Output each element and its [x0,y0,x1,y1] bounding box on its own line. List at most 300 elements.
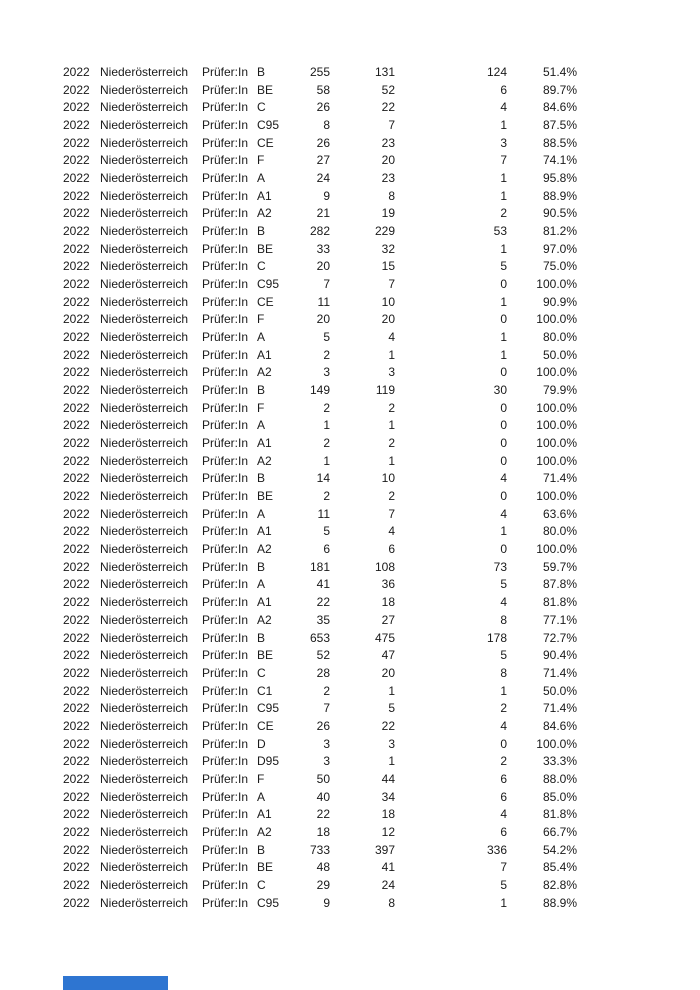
cell-examiner: Prüfer:In [202,330,249,345]
cell-total: 52 [316,648,330,663]
table-row [63,470,577,488]
cell-examiner: Prüfer:In [202,595,249,610]
cell-total: 20 [316,259,330,274]
cell-examiner: Prüfer:In [202,365,249,380]
cell-region: Niederösterreich [100,771,189,786]
table-row [63,859,577,877]
cell-region: Niederösterreich [100,577,189,592]
cell-year: 2022 [63,347,90,362]
cell-region: Niederösterreich [100,347,189,362]
cell-year: 2022 [63,153,90,168]
cell-license_class: CE [257,135,274,150]
cell-pass_rate: 82.8% [542,877,577,892]
cell-license_class: F [257,771,265,786]
cell-region: Niederösterreich [100,595,189,610]
cell-passed: 475 [374,630,395,645]
cell-license_class: B [257,383,266,398]
cell-passed: 4 [388,330,395,345]
cell-region: Niederösterreich [100,506,189,521]
cell-license_class: A [257,506,266,521]
cell-failed: 4 [500,100,507,115]
cell-failed: 178 [486,630,507,645]
table-row [63,753,577,771]
cell-year: 2022 [63,701,90,716]
cell-passed: 47 [381,648,395,663]
cell-passed: 12 [381,824,395,839]
table-row [63,559,577,577]
table-row [63,205,577,223]
cell-passed: 397 [374,842,395,857]
cell-pass_rate: 88.0% [542,771,577,786]
cell-examiner: Prüfer:In [202,241,249,256]
cell-license_class: A1 [257,188,272,203]
cell-total: 40 [316,789,330,804]
table-row [63,435,577,453]
cell-passed: 1 [388,683,395,698]
cell-pass_rate: 100.0% [536,489,577,504]
cell-examiner: Prüfer:In [202,118,249,133]
table-row [63,152,577,170]
cell-region: Niederösterreich [100,400,189,415]
cell-passed: 18 [381,807,395,822]
cell-examiner: Prüfer:In [202,612,249,627]
cell-license_class: A2 [257,612,272,627]
cell-year: 2022 [63,365,90,380]
cell-pass_rate: 72.7% [542,630,577,645]
cell-pass_rate: 100.0% [536,400,577,415]
cell-pass_rate: 79.9% [542,383,577,398]
cell-license_class: D [257,736,266,751]
cell-failed: 0 [500,489,507,504]
cell-examiner: Prüfer:In [202,542,249,557]
table-row [63,329,577,347]
cell-year: 2022 [63,860,90,875]
table-row [63,612,577,630]
cell-failed: 2 [500,701,507,716]
cell-passed: 7 [388,118,395,133]
cell-license_class: B [257,630,266,645]
cell-pass_rate: 59.7% [542,559,577,574]
cell-examiner: Prüfer:In [202,665,249,680]
cell-total: 2 [323,400,330,415]
cell-region: Niederösterreich [100,330,189,345]
cell-total: 8 [323,118,330,133]
cell-total: 14 [316,471,330,486]
cell-failed: 0 [500,418,507,433]
cell-license_class: A1 [257,347,272,362]
cell-license_class: A [257,330,266,345]
table-row [63,877,577,895]
cell-region: Niederösterreich [100,294,189,309]
cell-passed: 5 [388,701,395,716]
cell-license_class: A2 [257,542,272,557]
cell-total: 2 [323,683,330,698]
cell-passed: 20 [381,665,395,680]
cell-region: Niederösterreich [100,754,189,769]
cell-license_class: A1 [257,436,272,451]
cell-pass_rate: 88.9% [542,188,577,203]
cell-pass_rate: 71.4% [542,701,577,716]
cell-license_class: CE [257,718,274,733]
table-row [63,594,577,612]
cell-examiner: Prüfer:In [202,188,249,203]
cell-examiner: Prüfer:In [202,630,249,645]
cell-passed: 23 [381,135,395,150]
cell-year: 2022 [63,542,90,557]
cell-total: 26 [316,135,330,150]
cell-region: Niederösterreich [100,82,189,97]
cell-pass_rate: 50.0% [542,347,577,362]
cell-pass_rate: 81.8% [542,807,577,822]
cell-year: 2022 [63,489,90,504]
cell-failed: 4 [500,595,507,610]
cell-passed: 2 [388,436,395,451]
cell-pass_rate: 87.8% [542,577,577,592]
cell-passed: 119 [375,383,395,398]
table-row [63,576,577,594]
table-row [63,630,577,648]
cell-region: Niederösterreich [100,824,189,839]
cell-pass_rate: 54.2% [542,842,577,857]
cell-license_class: A2 [257,453,272,468]
table-row [63,824,577,842]
cell-failed: 1 [500,241,507,256]
cell-license_class: F [257,400,265,415]
cell-license_class: BE [257,82,274,97]
cell-examiner: Prüfer:In [202,807,249,822]
cell-region: Niederösterreich [100,524,189,539]
cell-license_class: C [257,665,266,680]
cell-pass_rate: 100.0% [536,312,577,327]
cell-examiner: Prüfer:In [202,771,249,786]
cell-year: 2022 [63,330,90,345]
cell-total: 28 [316,665,330,680]
cell-region: Niederösterreich [100,701,189,716]
cell-license_class: B [257,65,266,79]
table-row [63,294,577,312]
cell-year: 2022 [63,400,90,415]
cell-region: Niederösterreich [100,860,189,875]
table-body [63,64,577,912]
cell-year: 2022 [63,224,90,239]
cell-failed: 8 [500,612,507,627]
cell-examiner: Prüfer:In [202,842,249,857]
cell-examiner: Prüfer:In [202,577,249,592]
table-row [63,789,577,807]
cell-license_class: A1 [257,807,272,822]
cell-pass_rate: 77.1% [542,612,577,627]
cell-region: Niederösterreich [100,489,189,504]
cell-pass_rate: 75.0% [542,259,577,274]
cell-year: 2022 [63,559,90,574]
cell-pass_rate: 33.3% [542,754,577,769]
cell-region: Niederösterreich [100,718,189,733]
cell-passed: 24 [381,877,395,892]
cell-passed: 2 [388,400,395,415]
cell-pass_rate: 89.7% [542,82,577,97]
cell-examiner: Prüfer:In [202,224,249,239]
cell-passed: 3 [388,736,395,751]
cell-total: 20 [316,312,330,327]
cell-pass_rate: 71.4% [542,471,577,486]
cell-passed: 8 [388,895,395,910]
cell-pass_rate: 88.9% [542,895,577,910]
cell-failed: 124 [486,65,507,79]
cell-pass_rate: 95.8% [542,171,577,186]
table-row [63,117,577,135]
cell-region: Niederösterreich [100,471,189,486]
cell-failed: 6 [500,824,507,839]
cell-passed: 20 [381,312,395,327]
cell-failed: 8 [500,665,507,680]
cell-failed: 5 [500,648,507,663]
cell-examiner: Prüfer:In [202,718,249,733]
table-row [63,806,577,824]
cell-failed: 1 [500,330,507,345]
cell-total: 48 [316,860,330,875]
table-row [63,64,577,82]
cell-failed: 1 [500,294,507,309]
cell-region: Niederösterreich [100,807,189,822]
cell-total: 3 [323,365,330,380]
cell-failed: 0 [500,365,507,380]
bottom-blue-element [63,976,168,990]
cell-year: 2022 [63,612,90,627]
cell-failed: 5 [500,877,507,892]
cell-region: Niederösterreich [100,612,189,627]
cell-total: 181 [309,559,330,574]
cell-examiner: Prüfer:In [202,453,249,468]
cell-license_class: C [257,100,266,115]
cell-failed: 7 [500,860,507,875]
cell-examiner: Prüfer:In [202,895,249,910]
table-row [63,700,577,718]
cell-failed: 0 [500,400,507,415]
cell-passed: 8 [388,188,395,203]
cell-year: 2022 [63,789,90,804]
cell-license_class: C [257,877,266,892]
cell-license_class: A [257,789,266,804]
cell-pass_rate: 100.0% [536,418,577,433]
cell-passed: 44 [381,771,395,786]
cell-examiner: Prüfer:In [202,506,249,521]
cell-passed: 18 [381,595,395,610]
cell-region: Niederösterreich [100,895,189,910]
cell-year: 2022 [63,294,90,309]
table-row [63,82,577,100]
cell-pass_rate: 80.0% [542,524,577,539]
cell-total: 22 [316,807,330,822]
cell-license_class: A1 [257,524,272,539]
cell-total: 5 [323,524,330,539]
cell-total: 149 [309,383,330,398]
table-row [63,400,577,418]
cell-passed: 108 [374,559,395,574]
cell-year: 2022 [63,683,90,698]
table-row [63,188,577,206]
cell-passed: 20 [381,153,395,168]
cell-region: Niederösterreich [100,188,189,203]
cell-passed: 7 [388,506,395,521]
cell-region: Niederösterreich [100,259,189,274]
cell-total: 11 [317,506,330,521]
cell-passed: 52 [381,82,395,97]
cell-examiner: Prüfer:In [202,153,249,168]
cell-pass_rate: 90.9% [542,294,577,309]
cell-failed: 336 [486,842,507,857]
table-row [63,382,577,400]
cell-pass_rate: 90.5% [542,206,577,221]
cell-region: Niederösterreich [100,542,189,557]
table-row [63,347,577,365]
cell-total: 3 [323,754,330,769]
table-row [63,276,577,294]
cell-year: 2022 [63,135,90,150]
exam-results-table [63,64,577,912]
cell-region: Niederösterreich [100,135,189,150]
cell-failed: 5 [500,577,507,592]
cell-license_class: A [257,418,266,433]
cell-total: 1 [323,418,330,433]
cell-year: 2022 [63,842,90,857]
cell-pass_rate: 71.4% [542,665,577,680]
cell-license_class: A [257,577,266,592]
table-row [63,665,577,683]
cell-passed: 32 [381,241,395,256]
cell-license_class: C95 [257,277,280,292]
cell-region: Niederösterreich [100,65,189,79]
cell-year: 2022 [63,736,90,751]
cell-passed: 15 [381,259,395,274]
cell-license_class: F [257,153,265,168]
table-row [63,506,577,524]
table-row [63,223,577,241]
cell-region: Niederösterreich [100,118,189,133]
cell-year: 2022 [63,665,90,680]
cell-failed: 0 [500,542,507,557]
cell-passed: 34 [381,789,395,804]
cell-passed: 36 [381,577,395,592]
table-row [63,241,577,259]
cell-year: 2022 [63,471,90,486]
cell-pass_rate: 85.0% [542,789,577,804]
cell-pass_rate: 100.0% [536,542,577,557]
cell-license_class: F [257,312,265,327]
cell-year: 2022 [63,65,90,79]
cell-year: 2022 [63,312,90,327]
cell-pass_rate: 74.1% [542,153,577,168]
cell-total: 2 [323,436,330,451]
table-row [63,417,577,435]
table-row [63,683,577,701]
cell-region: Niederösterreich [100,789,189,804]
table-row [63,135,577,153]
cell-license_class: A2 [257,206,272,221]
cell-examiner: Prüfer:In [202,277,249,292]
cell-failed: 0 [500,436,507,451]
table-row [63,718,577,736]
cell-total: 18 [316,824,330,839]
cell-failed: 73 [493,559,507,574]
cell-failed: 0 [500,736,507,751]
cell-examiner: Prüfer:In [202,471,249,486]
cell-total: 33 [316,241,330,256]
cell-examiner: Prüfer:In [202,259,249,274]
table-row [63,895,577,913]
cell-failed: 2 [500,754,507,769]
cell-examiner: Prüfer:In [202,171,249,186]
cell-passed: 22 [381,718,395,733]
cell-total: 29 [316,877,330,892]
cell-license_class: B [257,224,266,239]
table-row [63,771,577,789]
cell-examiner: Prüfer:In [202,206,249,221]
cell-total: 26 [316,718,330,733]
cell-year: 2022 [63,807,90,822]
cell-passed: 19 [381,206,395,221]
cell-region: Niederösterreich [100,383,189,398]
cell-region: Niederösterreich [100,436,189,451]
cell-region: Niederösterreich [100,453,189,468]
cell-examiner: Prüfer:In [202,559,249,574]
cell-region: Niederösterreich [100,736,189,751]
cell-examiner: Prüfer:In [202,736,249,751]
cell-passed: 27 [381,612,395,627]
cell-pass_rate: 51.4% [542,65,577,79]
cell-year: 2022 [63,383,90,398]
cell-year: 2022 [63,118,90,133]
cell-examiner: Prüfer:In [202,877,249,892]
cell-total: 41 [316,577,330,592]
cell-failed: 0 [500,312,507,327]
cell-year: 2022 [63,241,90,256]
cell-year: 2022 [63,630,90,645]
cell-passed: 2 [388,489,395,504]
cell-examiner: Prüfer:In [202,82,249,97]
cell-year: 2022 [63,754,90,769]
cell-total: 9 [323,188,330,203]
cell-license_class: B [257,842,266,857]
cell-failed: 6 [500,789,507,804]
cell-year: 2022 [63,895,90,910]
cell-region: Niederösterreich [100,665,189,680]
table-row [63,453,577,471]
cell-year: 2022 [63,188,90,203]
cell-total: 50 [316,771,330,786]
cell-year: 2022 [63,524,90,539]
cell-year: 2022 [63,877,90,892]
cell-license_class: A [257,171,266,186]
cell-failed: 1 [500,171,507,186]
cell-region: Niederösterreich [100,277,189,292]
cell-year: 2022 [63,595,90,610]
cell-license_class: A2 [257,824,272,839]
cell-total: 2 [323,347,330,362]
cell-passed: 131 [374,65,395,79]
table-row [63,258,577,276]
cell-failed: 6 [500,82,507,97]
cell-failed: 4 [500,506,507,521]
cell-failed: 2 [500,206,507,221]
cell-region: Niederösterreich [100,224,189,239]
cell-pass_rate: 81.8% [542,595,577,610]
cell-year: 2022 [63,506,90,521]
cell-pass_rate: 90.4% [542,648,577,663]
cell-examiner: Prüfer:In [202,294,249,309]
cell-examiner: Prüfer:In [202,135,249,150]
cell-license_class: BE [257,860,274,875]
cell-pass_rate: 84.6% [542,718,577,733]
